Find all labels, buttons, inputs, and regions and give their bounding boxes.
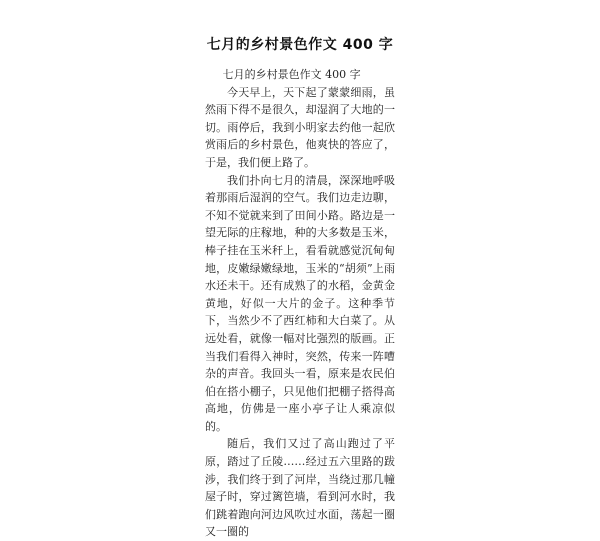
document-subtitle: 七月的乡村景色作文 400 字 [222,68,361,81]
paragraph-1: 今天早上，天下起了蒙蒙细雨，虽然雨下得不是很久，却湿润了大地的一切。雨停后，我到小明家去约他一起欣赏雨后的乡村景色，他爽快的答应了，于是，我们便上路了。 [205,85,395,169]
paragraph-2: 我们扑向七月的清晨，深深地呼吸着那雨后湿润的空气。我们边走边聊，不知不觉就来到了田间小路。路边是一望无际的庄稼地，种的大多数是玉米，棒子挂在玉米秆上，看看就感觉沉甸甸地，皮嫩绿嫩绿地，玉米的“胡须”上雨水还未干。还有成熟了的水稻，金黄金黄地，好似一大片的金子。这种季节下，当然少不了西红柿和大白菜了。从远处看，就像一幅对比强烈的版画。正当我们看得入神时，突然，传来一阵嘈杂的声音。我回头一看，原来是农民伯伯在搭小棚子，只见他们把棚子搭得高高地，仿佛是一座小亭子让人乘凉似的。 [205,173,395,433]
paragraph-3: 随后，我们又过了高山跑过了平原，踏过了丘陵……经过五六里路的跋涉，我们终于到了河岸，当绕过那几幢屋子时，穿过篱笆墙，看到河水时，我们跳着跑向河边风吹过水面，荡起一圈又一圈的 [205,437,395,539]
document-body [205,66,395,541]
document-title: 七月的乡村景色作文 400 字 [206,37,394,53]
